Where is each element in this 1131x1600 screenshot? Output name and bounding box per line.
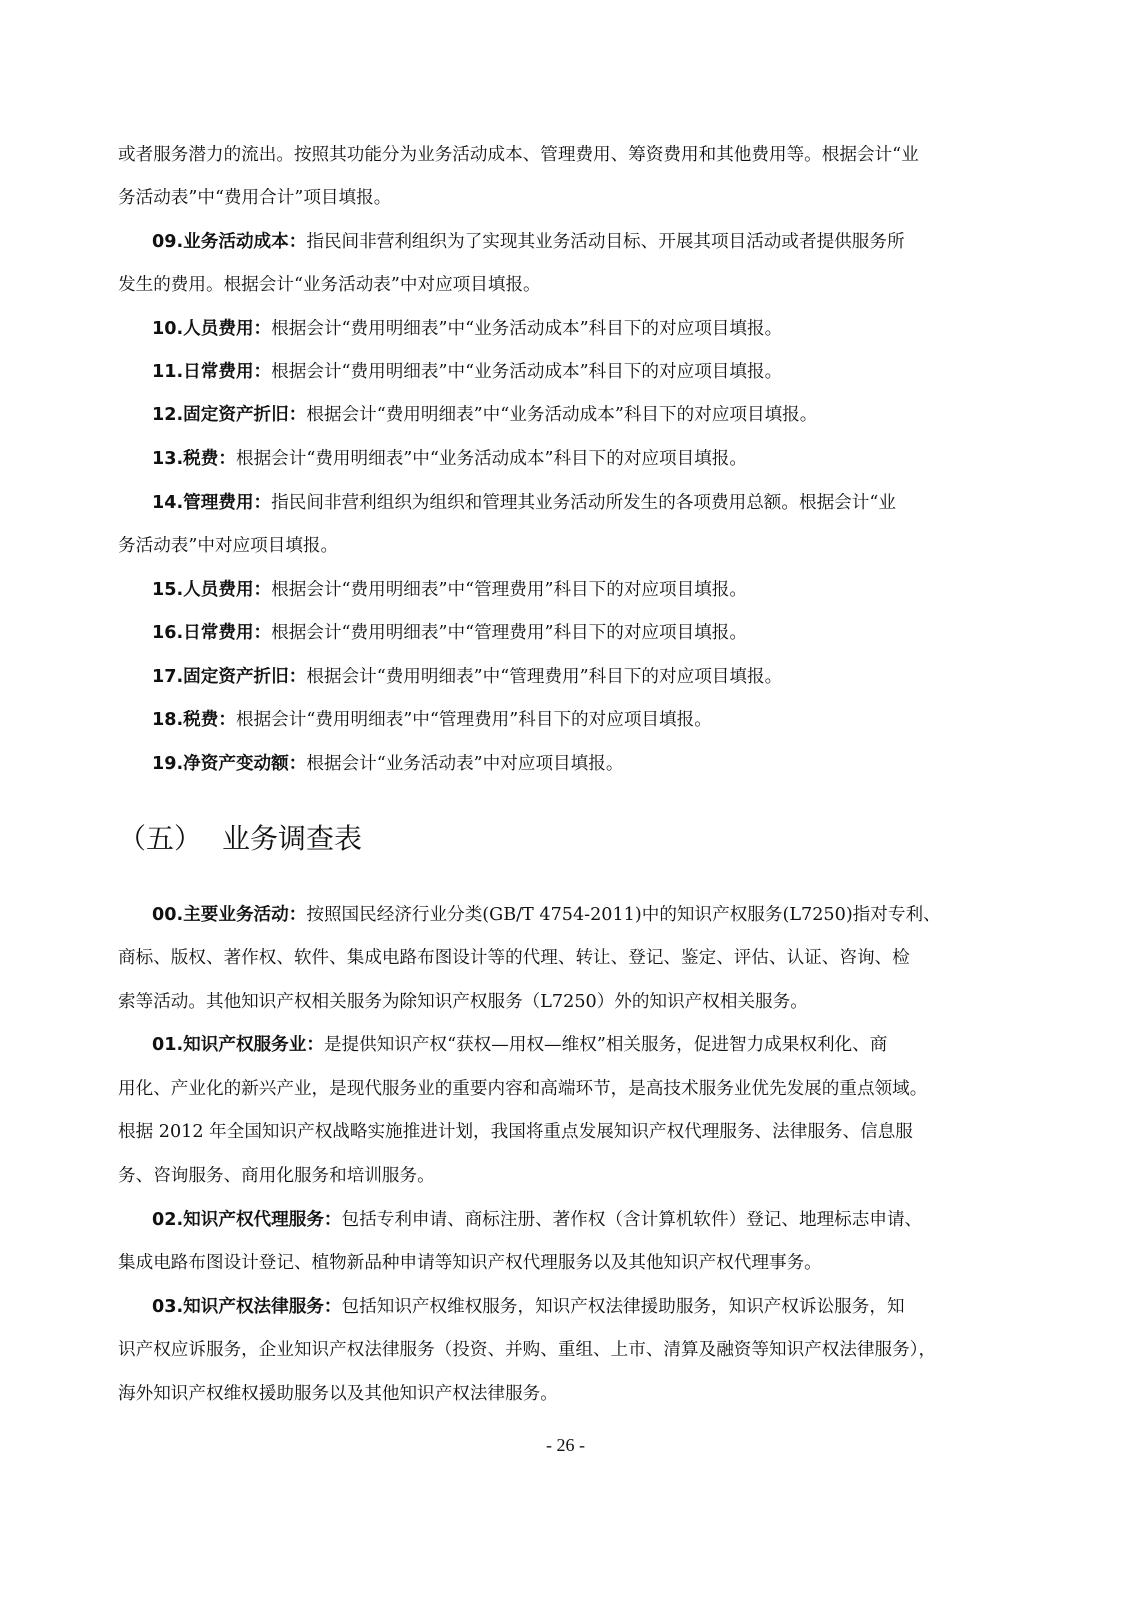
page-number: - 26 - [546,1435,585,1455]
item-number: 18. [152,710,184,730]
paragraph-line: 务活动表”中“费用合计”项目填报。 [118,188,392,208]
item-02-continuation: 集成电路布图设计登记、植物新品种申请等知识产权代理服务以及其他知识产权代理事务。 [118,1253,822,1273]
item-term: 固定资产折旧： [183,405,307,425]
item-16 [152,620,747,646]
item-text: 按照国民经济行业分类(GB/T 4754-2011)中的知识产权服务(L7250)指对专利、 [306,905,941,925]
item-text: 根据会计“费用明细表”中“管理费用”科目下的对应项目填报。 [235,710,712,730]
item-17 [152,664,782,690]
item-term: 固定资产折旧： [183,667,307,687]
item-number: 17. [152,667,184,687]
item-03-continuation: 识产权应诉服务，企业知识产权法律服务（投资、并购、重组、上市、清算及融资等知识产权法律服务）， [118,1340,937,1360]
item-00-continuation: 索等活动。其他知识产权相关服务为除知识产权服务（L7250）外的知识产权相关服务。 [118,992,808,1012]
item-00 [152,902,941,928]
item-15 [152,577,747,603]
item-03 [152,1294,905,1320]
item-number: 11. [152,362,184,382]
item-term: 税费： [183,710,236,730]
item-number: 03. [152,1297,184,1317]
item-text: 是提供知识产权“获权—用权—维权”相关服务，促进智力成果权利化、商 [323,1035,888,1055]
item-term: 知识产权法律服务： [183,1297,342,1317]
item-number: 14. [152,493,184,513]
item-number: 15. [152,580,184,600]
item-number: 16. [152,623,184,643]
item-text: 包括专利申请、商标注册、著作权（含计算机软件）登记、地理标志申请、 [341,1210,923,1230]
item-00-continuation: 商标、版权、著作权、软件、集成电路布图设计等的代理、转让、登记、鉴定、评估、认证、咨询、检 [118,948,910,968]
item-01-continuation: 根据 2012 年全国知识产权战略实施推进计划，我国将重点发展知识产权代理服务、法律服务、信息服 [118,1122,913,1142]
item-text: 根据会计“费用明细表”中“管理费用”科目下的对应项目填报。 [271,623,747,643]
item-number: 01. [152,1035,184,1055]
item-number: 12. [152,405,184,425]
item-text: 根据会计“费用明细表”中“业务活动成本”科目下的对应项目填报。 [235,449,747,469]
item-term: 主要业务活动： [183,905,307,925]
item-text: 根据会计“费用明细表”中“业务活动成本”科目下的对应项目填报。 [306,405,818,425]
item-03-continuation: 海外知识产权维权援助服务以及其他知识产权法律服务。 [118,1384,558,1404]
item-14 [152,490,896,516]
item-number: 19. [152,754,184,774]
item-term: 日常费用： [183,362,272,382]
item-term: 人员费用： [183,580,272,600]
item-term: 知识产权服务业： [183,1035,324,1055]
item-term: 知识产权代理服务： [183,1210,342,1230]
item-13 [152,446,747,472]
section-heading [118,820,362,858]
item-01-continuation: 用化、产业化的新兴产业，是现代服务业的重要内容和高端环节，是高技术服务业优先发展的重点领域。 [118,1079,928,1099]
item-number: 09. [152,232,184,252]
item-12 [152,402,817,428]
item-01-continuation: 务、咨询服务、商用化服务和培训服务。 [118,1166,435,1186]
item-number: 13. [152,449,184,469]
item-text: 根据会计“业务活动表”中对应项目填报。 [306,754,624,774]
item-text: 指民间非营利组织为了实现其业务活动目标、开展其项目活动或者提供服务所 [306,232,905,252]
item-text: 包括知识产权维权服务，知识产权法律援助服务，知识产权诉讼服务，知 [341,1297,905,1317]
item-text: 根据会计“费用明细表”中“管理费用”科目下的对应项目填报。 [306,667,783,687]
item-number: 00. [152,905,184,925]
item-term: 净资产变动额： [183,754,307,774]
item-term: 人员费用： [183,319,272,339]
item-14-continuation: 务活动表”中对应项目填报。 [118,536,339,556]
item-number: 02. [152,1210,184,1230]
item-10 [152,316,782,342]
item-term: 管理费用： [183,493,272,513]
item-09-continuation: 发生的费用。根据会计“业务活动表”中对应项目填报。 [118,275,541,295]
item-term: 税费： [183,449,236,469]
item-19 [152,751,623,777]
item-01 [152,1032,887,1058]
item-number: 10. [152,319,184,339]
item-text: 根据会计“费用明细表”中“业务活动成本”科目下的对应项目填报。 [271,319,783,339]
item-text: 指民间非营利组织为组织和管理其业务活动所发生的各项费用总额。根据会计“业 [271,493,896,513]
item-18 [152,707,712,733]
section-title: 业务调查表 [222,822,363,855]
item-02 [152,1207,922,1233]
item-term: 日常费用： [183,623,272,643]
paragraph-line: 或者服务潜力的流出。按照其功能分为业务活动成本、管理费用、筹资费用和其他费用等。根据会计“业 [118,145,919,165]
item-text: 根据会计“费用明细表”中“管理费用”科目下的对应项目填报。 [271,580,747,600]
item-11 [152,359,782,385]
item-text: 根据会计“费用明细表”中“业务活动成本”科目下的对应项目填报。 [271,362,783,382]
section-number: （五） [118,822,203,855]
item-09 [152,229,905,255]
item-term: 业务活动成本： [183,232,307,252]
